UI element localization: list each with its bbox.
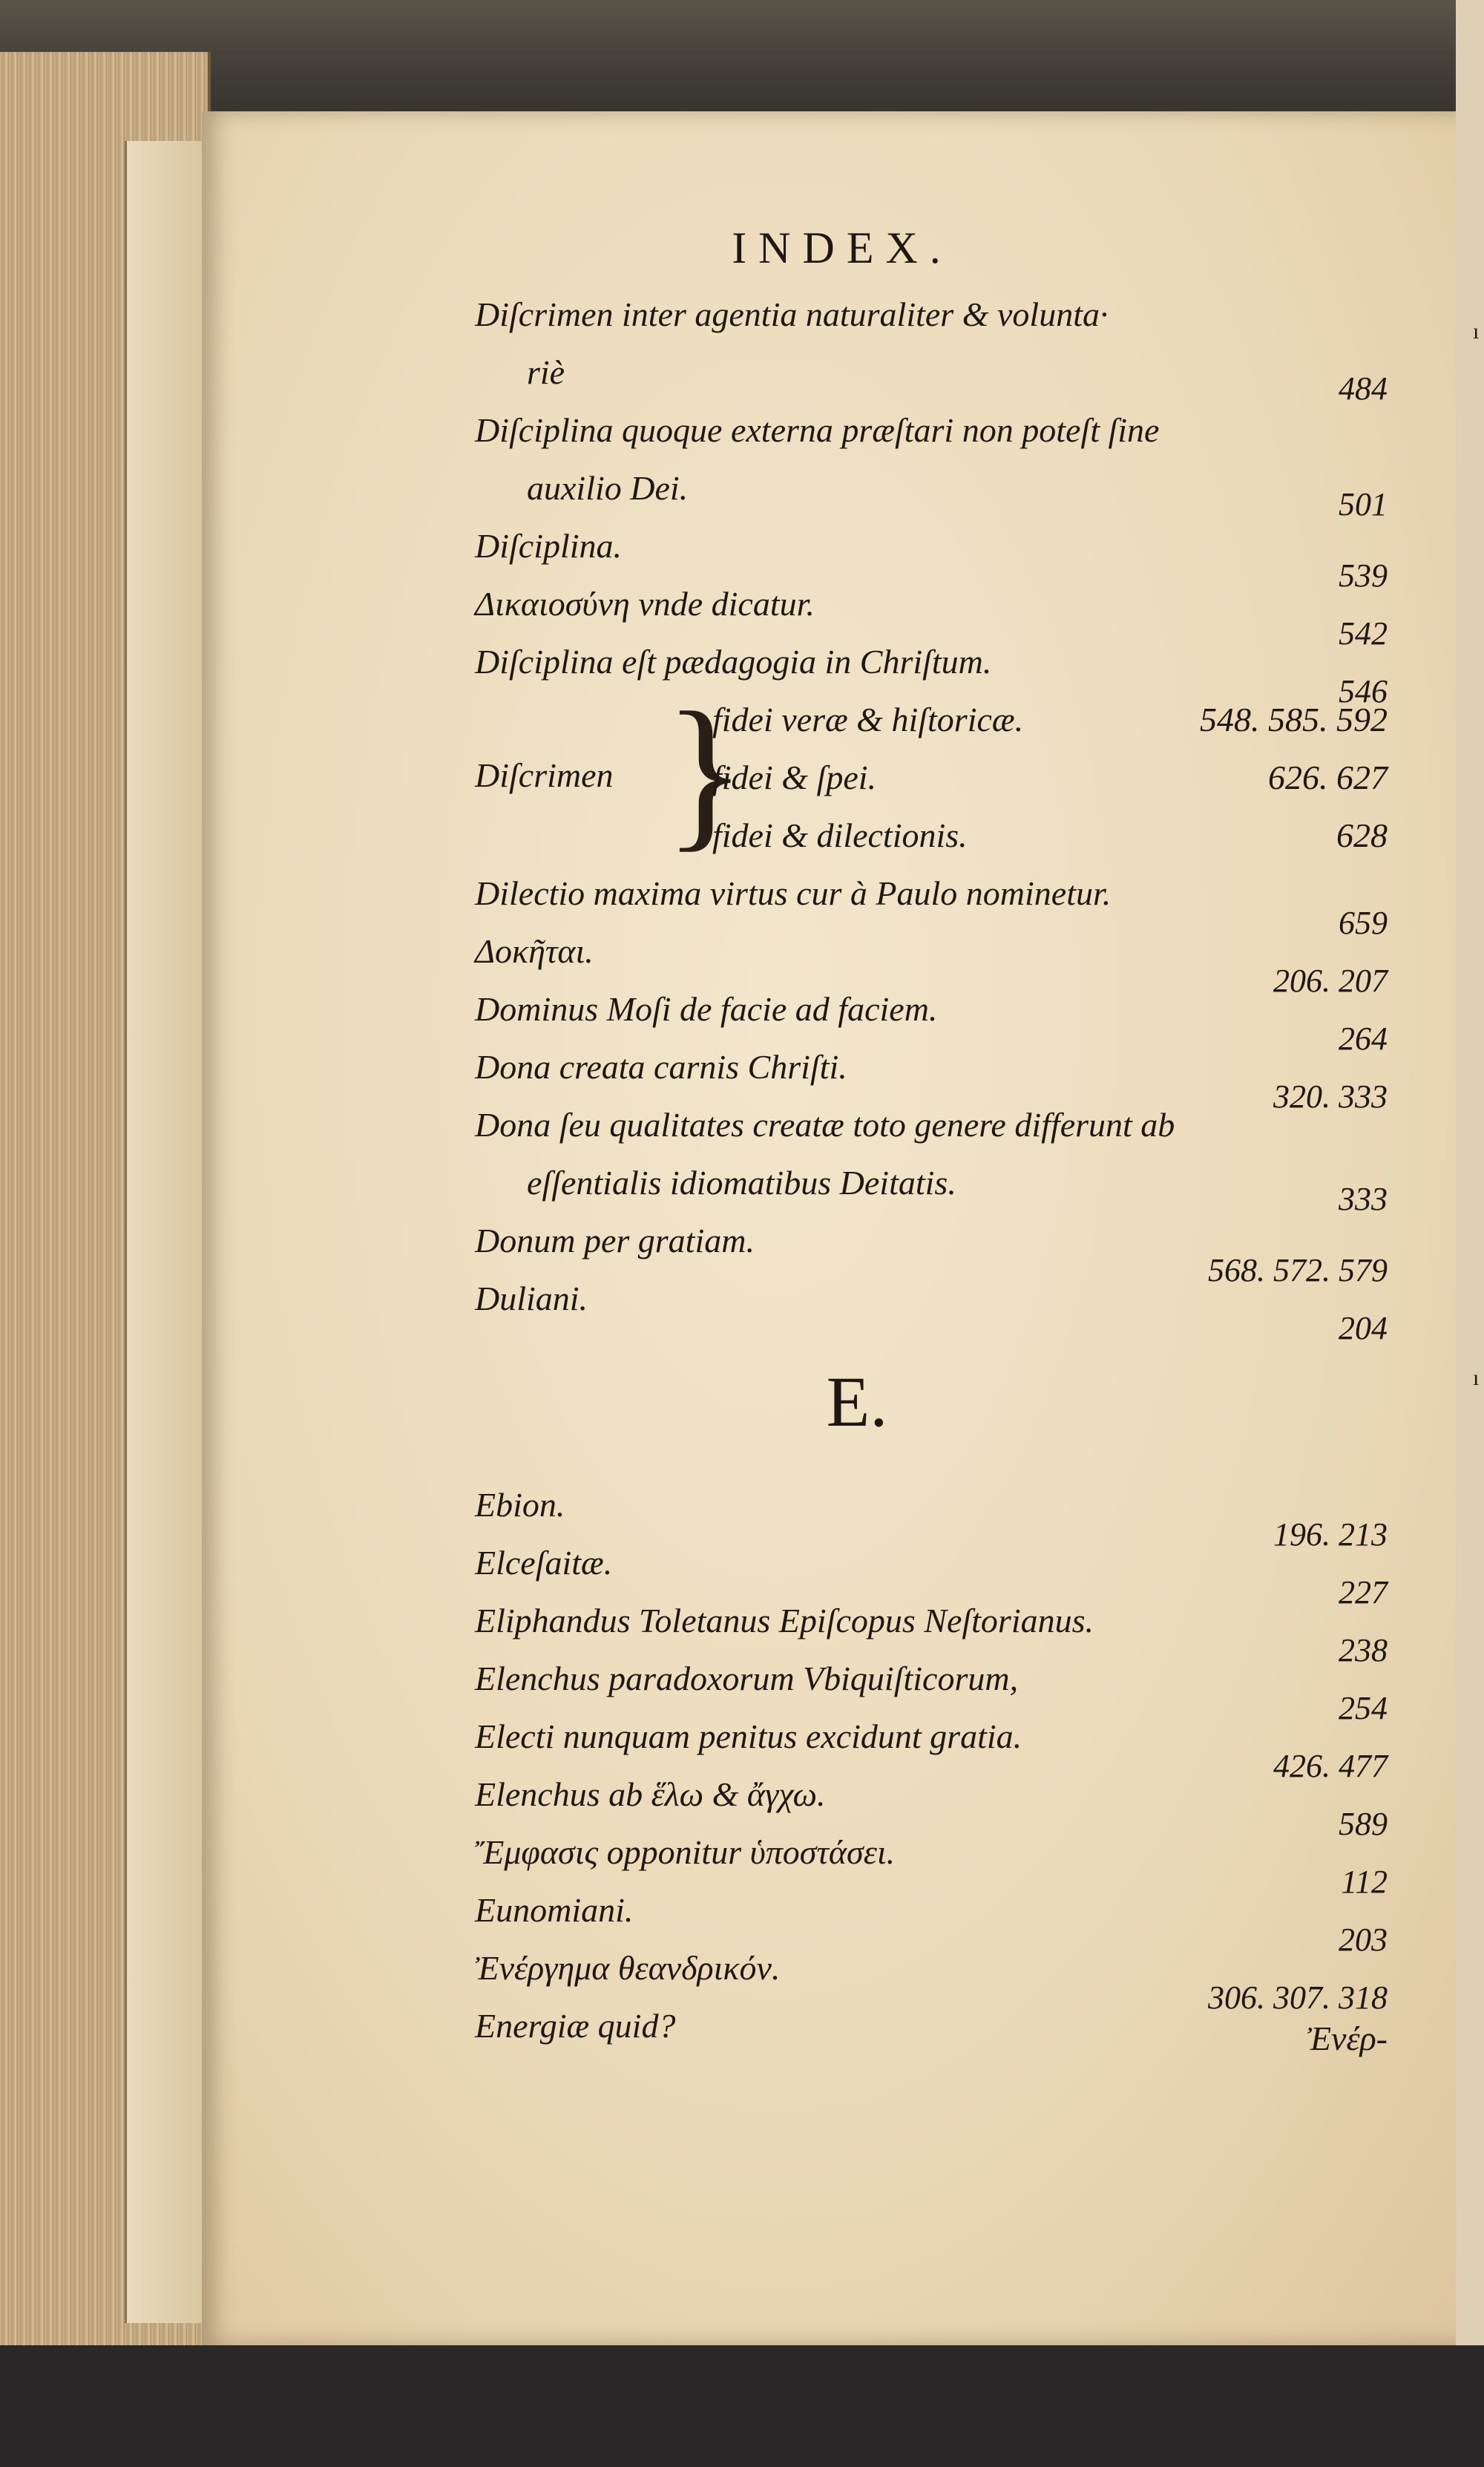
entry-page-numbers: 204 [1339, 1310, 1388, 1346]
entry-term: Donum per gratiam. [475, 1222, 755, 1259]
brace-subentry: fidei & ſpei. 626. 627 [712, 759, 1388, 796]
entry-term: Eunomiani. [475, 1891, 634, 1929]
entry-term: Diſciplina eſt pædagogia in Chriſtum. [475, 643, 992, 681]
entry-continuation: riè [527, 353, 565, 391]
entry-page-numbers: 426. 477 [1273, 1748, 1388, 1784]
entry-page-numbers: 320. 333 [1273, 1078, 1388, 1115]
entry-page-numbers: 264 [1339, 1020, 1388, 1057]
index-entry [475, 1997, 1388, 2055]
index-entry [475, 1708, 1388, 1784]
entry-term: Dilectio maxima virtus cur à Paulo nominetur. [475, 874, 1112, 912]
entry-term: Eliphandus Toletanus Epiſcopus Neſtorianus. [475, 1602, 1094, 1639]
edge-mark: ı [1473, 319, 1480, 344]
entry-page-numbers: 238 [1339, 1632, 1388, 1668]
index-entry [475, 1766, 1388, 1842]
edge-mark: ı [1473, 1366, 1480, 1390]
entry-page-numbers: 589 [1339, 1806, 1388, 1842]
entry-continuation: auxilio Dei. [527, 469, 689, 507]
index-entry [475, 517, 1388, 594]
index-entry [475, 1476, 1388, 1553]
index-entry [475, 286, 1388, 407]
entry-term: Dominus Moſi de facie ad faciem. [475, 990, 938, 1028]
page-title: INDEX. [732, 223, 953, 272]
entry-term: Δοκῆται. [475, 932, 594, 970]
entry-term: Ebion. [475, 1486, 565, 1524]
index-entry [475, 865, 1388, 941]
entry-page-numbers: 196. 213 [1273, 1516, 1388, 1553]
entry-page-numbers: 501 [1339, 486, 1388, 522]
index-entry [475, 980, 1388, 1057]
discrimen-brace-group [475, 677, 1388, 866]
index-entry [475, 923, 1388, 999]
index-entry [475, 1270, 1388, 1346]
brace-subentry: fidei & dilectionis. 628 [712, 816, 1388, 854]
entry-page-numbers: 203 [1339, 1921, 1388, 1958]
index-entry [475, 1824, 1388, 1900]
entry-term: Dona ſeu qualitates creatæ toto genere differunt ab [475, 1106, 1175, 1144]
entry-term: Elenchus ab ἕλω & ἄγχω. [475, 1775, 826, 1813]
brace-icon: } [664, 677, 746, 866]
entry-page-numbers: 227 [1339, 1574, 1388, 1611]
entry-continuation: eſſentialis idiomatibus Deitatis. [527, 1164, 956, 1202]
previous-page-edge [125, 141, 203, 2323]
entry-term: Electi nunquam penitus excidunt gratia. [475, 1717, 1022, 1755]
entry-term: Duliani. [475, 1280, 588, 1317]
entry-term: Elceſaitæ. [475, 1544, 613, 1582]
entry-page-numbers: 112 [1341, 1864, 1388, 1900]
catchword: Ἐνέρ- [1307, 2019, 1388, 2057]
entry-term: Diſciplina. [475, 527, 623, 565]
entry-page-numbers: 484 [1339, 370, 1388, 407]
entry-term: Ἐνέργημα θεανδρικόν. [475, 1949, 781, 1987]
entry-term: Dona creata carnis Chriſti. [475, 1048, 847, 1086]
entry-page-numbers: 539 [1339, 557, 1388, 594]
d-entries-list-continued [475, 865, 1388, 1346]
index-entry [475, 1650, 1388, 1726]
bottom-background [0, 2345, 1484, 2467]
entry-term: Elenchus paradoxorum Vbiquiſticorum, [475, 1660, 1019, 1697]
index-entry [475, 1939, 1388, 2016]
entry-term: Δικαιοσύνη vnde dicatur. [475, 585, 815, 623]
index-entry [475, 1592, 1388, 1668]
entry-page-numbers: 546 [1339, 673, 1388, 710]
entry-page-numbers: 542 [1339, 615, 1388, 652]
entry-term: Diſcrimen inter agentia naturaliter & volunta· [475, 295, 1109, 333]
entry-page-numbers: 254 [1339, 1690, 1388, 1726]
index-entry [475, 1534, 1388, 1611]
brace-subentry: fidei veræ & hiſtoricæ. 548. 585. 592 [712, 701, 1388, 738]
index-entry [475, 1212, 1388, 1288]
entry-page-numbers: 206. 207 [1273, 963, 1388, 999]
index-entry [475, 1881, 1388, 1958]
entry-page-numbers: 306. 307. 318 [1208, 1979, 1388, 2016]
index-entry [475, 402, 1388, 522]
entry-page-numbers: 568. 572. 579 [1208, 1252, 1388, 1288]
section-letter-e: E. [826, 1362, 888, 1441]
index-entry [475, 575, 1388, 652]
entry-page-numbers: 659 [1339, 905, 1388, 941]
d-entries-list [475, 286, 1388, 710]
index-entry [475, 1096, 1388, 1217]
entry-term: Energiæ quid? [475, 2007, 676, 2045]
brace-group-head: Diſcrimen [475, 756, 614, 794]
e-entries-list [475, 1476, 1388, 2055]
index-entries [475, 286, 1388, 2055]
entry-term: Ἔμφασις opponitur ὑποστάσει. [475, 1833, 896, 1871]
right-page-edge [1456, 0, 1484, 2467]
entry-page-numbers: 333 [1339, 1181, 1388, 1217]
index-entry [475, 1038, 1388, 1115]
index-entry [475, 633, 1388, 710]
entry-term: Diſciplina quoque externa præſtari non poteſt ſine [475, 411, 1160, 449]
